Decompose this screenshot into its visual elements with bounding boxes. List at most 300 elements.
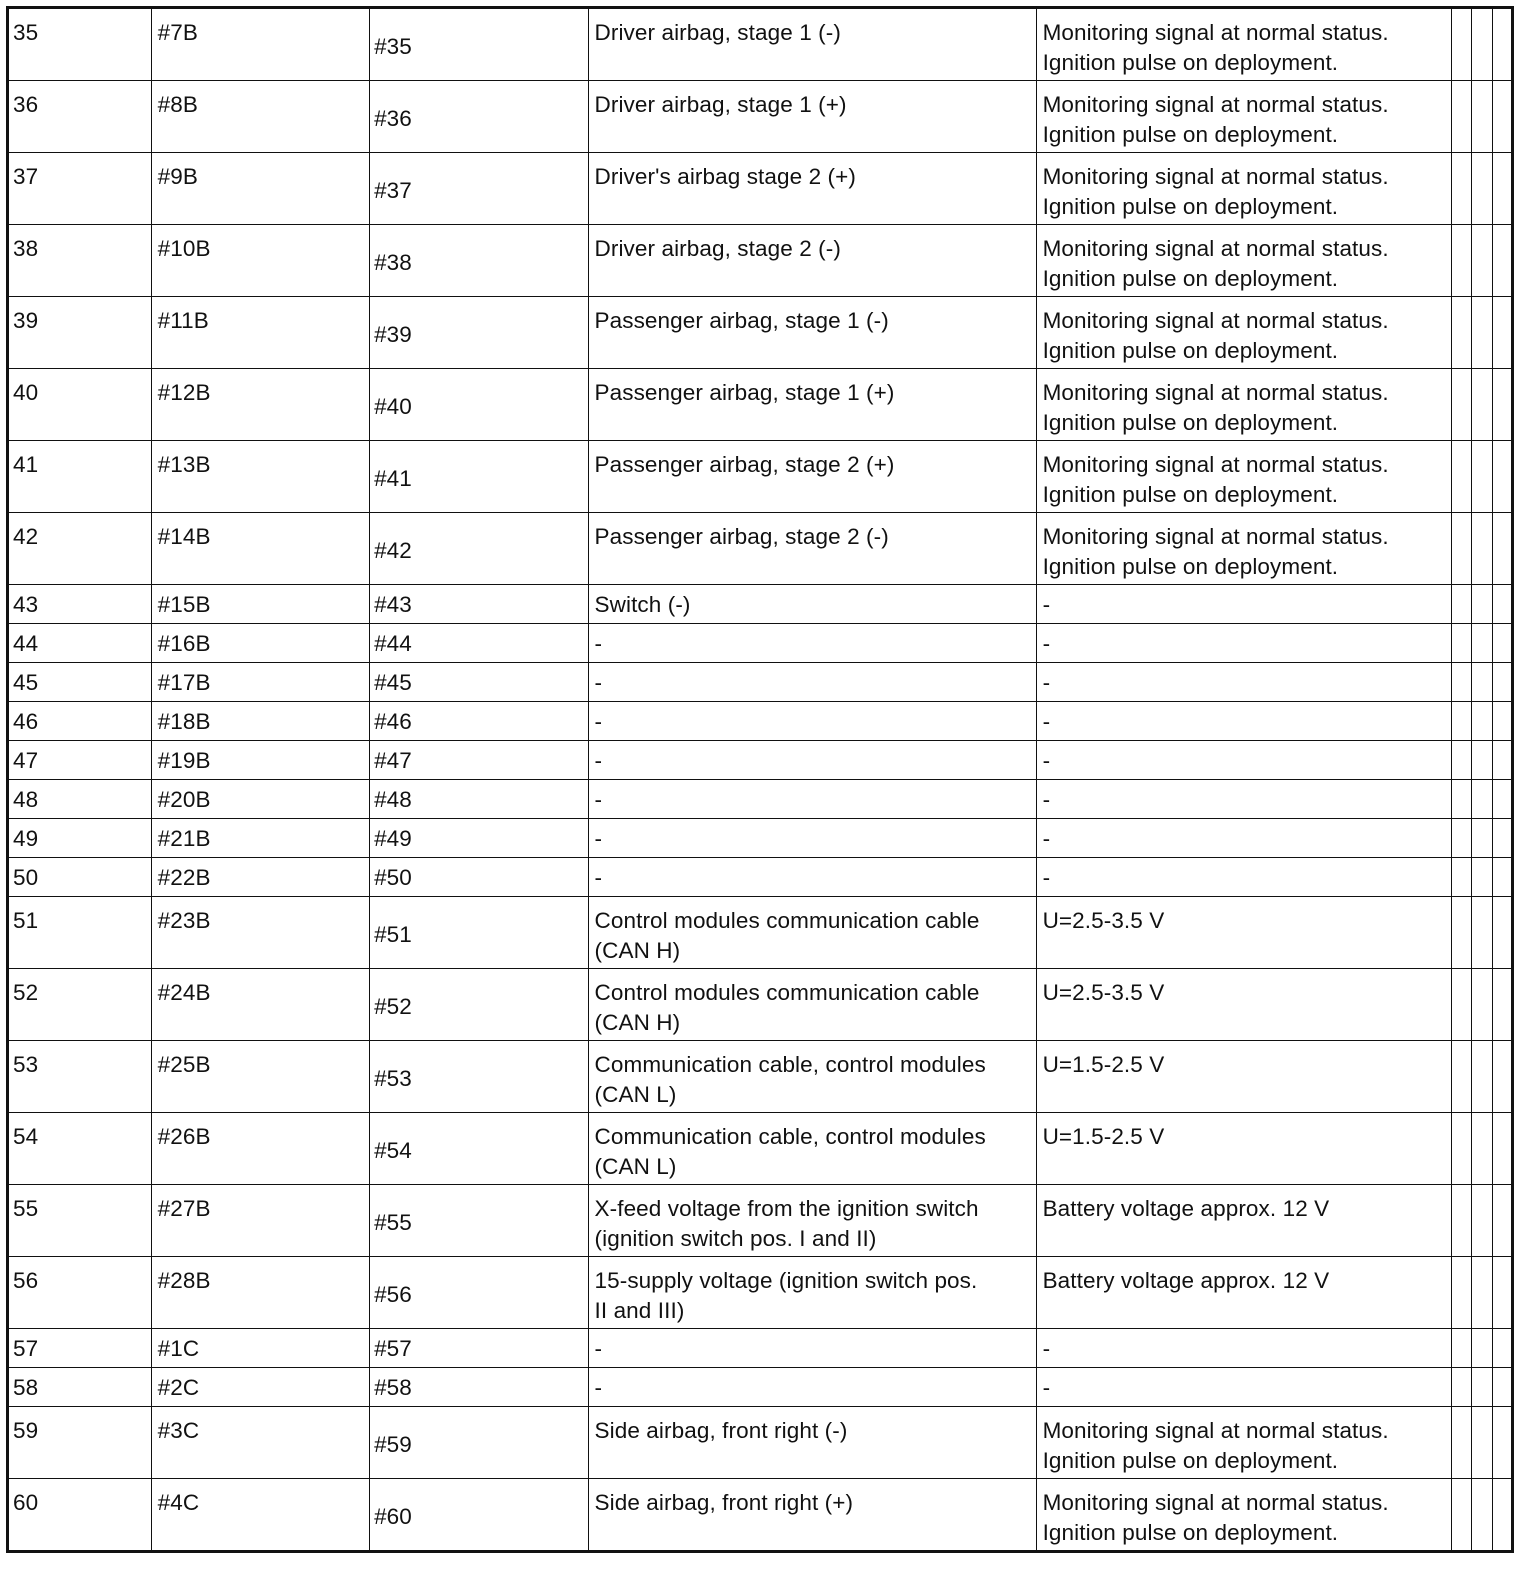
table-row xyxy=(8,513,1513,585)
function-text-line: - xyxy=(594,787,603,812)
connector-pin-cell xyxy=(151,780,369,819)
function-text-line: Passenger airbag, stage 1 (-) xyxy=(594,308,889,333)
table-row xyxy=(8,1041,1513,1113)
value-text-line: Monitoring signal at normal status. xyxy=(1042,92,1389,117)
connector-pin: #13B xyxy=(157,452,211,477)
reference-pin-cell xyxy=(370,1368,588,1407)
function-text-line: Passenger airbag, stage 2 (-) xyxy=(594,524,889,549)
check-cell xyxy=(1472,585,1492,624)
value-text-line: Battery voltage approx. 12 V xyxy=(1042,1196,1330,1221)
connector-pin: #12B xyxy=(157,380,211,405)
table-row xyxy=(8,1407,1513,1479)
function-text-line: - xyxy=(594,1375,603,1400)
function-cell xyxy=(588,81,1036,153)
value-text-line: Ignition pulse on deployment. xyxy=(1042,1520,1339,1545)
value-text-line: Monitoring signal at normal status. xyxy=(1042,1490,1389,1515)
function-text-line: Side airbag, front right (+) xyxy=(594,1490,854,1515)
function-cell xyxy=(588,1329,1036,1368)
pin-number-cell xyxy=(8,624,152,663)
function-cell xyxy=(588,624,1036,663)
check-cell xyxy=(1492,1185,1512,1257)
check-cell xyxy=(1472,1257,1492,1329)
function-text-line: - xyxy=(594,826,603,851)
connector-pin-cell xyxy=(151,1407,369,1479)
connector-pin-cell xyxy=(151,369,369,441)
value-cell xyxy=(1036,225,1452,297)
value-cell xyxy=(1036,1368,1452,1407)
function-cell xyxy=(588,369,1036,441)
pin-number: 50 xyxy=(13,865,39,890)
table-row xyxy=(8,897,1513,969)
pin-number-cell xyxy=(8,741,152,780)
reference-pin-cell xyxy=(370,153,588,225)
check-cell xyxy=(1492,858,1512,897)
pin-number-cell xyxy=(8,1479,152,1552)
connector-pin-cell xyxy=(151,702,369,741)
function-cell xyxy=(588,969,1036,1041)
function-cell xyxy=(588,1407,1036,1479)
check-cell xyxy=(1452,741,1472,780)
function-text-line: (CAN H) xyxy=(594,938,681,963)
value-cell xyxy=(1036,780,1452,819)
pin-number: 38 xyxy=(13,236,39,261)
check-cell xyxy=(1492,153,1512,225)
reference-pin-cell xyxy=(370,897,588,969)
function-cell xyxy=(588,513,1036,585)
function-cell xyxy=(588,702,1036,741)
pin-number: 54 xyxy=(13,1124,39,1149)
check-cell xyxy=(1492,8,1512,81)
function-cell xyxy=(588,663,1036,702)
reference-pin-cell xyxy=(370,81,588,153)
connector-pin: #9B xyxy=(157,164,198,189)
connector-pin-cell xyxy=(151,225,369,297)
function-cell xyxy=(588,1113,1036,1185)
pinout-document xyxy=(6,6,1514,1553)
check-cell xyxy=(1452,369,1472,441)
check-cell xyxy=(1452,513,1472,585)
connector-pin-cell xyxy=(151,1329,369,1368)
pin-number: 46 xyxy=(13,709,39,734)
check-cell xyxy=(1452,1368,1472,1407)
reference-pin-cell xyxy=(370,819,588,858)
check-cell xyxy=(1492,897,1512,969)
check-cell xyxy=(1472,1479,1492,1552)
check-cell xyxy=(1472,702,1492,741)
check-cell xyxy=(1452,897,1472,969)
pin-number: 37 xyxy=(13,164,39,189)
reference-pin: #55 xyxy=(374,1209,412,1235)
check-cell xyxy=(1492,1368,1512,1407)
check-cell xyxy=(1492,513,1512,585)
check-cell xyxy=(1452,297,1472,369)
connector-pin: #2C xyxy=(157,1375,200,1400)
connector-pin-cell xyxy=(151,81,369,153)
connector-pin: #3C xyxy=(157,1418,200,1443)
pin-number-cell xyxy=(8,1407,152,1479)
pin-number: 44 xyxy=(13,631,39,656)
check-cell xyxy=(1452,1329,1472,1368)
function-text-line: Driver airbag, stage 2 (-) xyxy=(594,236,841,261)
table-row xyxy=(8,585,1513,624)
connector-pin: #22B xyxy=(157,865,211,890)
check-cell xyxy=(1472,780,1492,819)
connector-pin: #27B xyxy=(157,1196,211,1221)
check-cell xyxy=(1452,1479,1472,1552)
check-cell xyxy=(1472,624,1492,663)
check-cell xyxy=(1492,1113,1512,1185)
reference-pin-cell xyxy=(370,624,588,663)
function-text-line: Passenger airbag, stage 2 (+) xyxy=(594,452,895,477)
check-cell xyxy=(1472,8,1492,81)
check-cell xyxy=(1472,369,1492,441)
check-cell xyxy=(1452,441,1472,513)
function-text-line: Driver airbag, stage 1 (+) xyxy=(594,92,847,117)
pin-number: 40 xyxy=(13,380,39,405)
table-row xyxy=(8,663,1513,702)
connector-pin: #11B xyxy=(157,308,209,333)
check-cell xyxy=(1452,1113,1472,1185)
check-cell xyxy=(1472,1041,1492,1113)
reference-pin: #59 xyxy=(374,1431,412,1457)
connector-pin-cell xyxy=(151,1113,369,1185)
pin-number-cell xyxy=(8,702,152,741)
reference-pin: #46 xyxy=(374,709,412,734)
check-cell xyxy=(1472,1407,1492,1479)
connector-pin: #15B xyxy=(157,592,211,617)
connector-pin-cell xyxy=(151,8,369,81)
pin-number-cell xyxy=(8,663,152,702)
reference-pin-cell xyxy=(370,969,588,1041)
function-cell xyxy=(588,1185,1036,1257)
check-cell xyxy=(1472,1368,1492,1407)
connector-pin-cell xyxy=(151,1185,369,1257)
check-cell xyxy=(1452,819,1472,858)
reference-pin: #42 xyxy=(374,537,412,563)
check-cell xyxy=(1472,81,1492,153)
check-cell xyxy=(1492,585,1512,624)
table-row xyxy=(8,624,1513,663)
pin-number: 51 xyxy=(13,908,39,933)
reference-pin-cell xyxy=(370,1257,588,1329)
pin-number-cell xyxy=(8,969,152,1041)
pin-number: 58 xyxy=(13,1375,39,1400)
value-cell xyxy=(1036,297,1452,369)
reference-pin: #58 xyxy=(374,1375,412,1400)
reference-pin: #39 xyxy=(374,321,412,347)
check-cell xyxy=(1472,153,1492,225)
pin-number-cell xyxy=(8,780,152,819)
reference-pin-cell xyxy=(370,369,588,441)
connector-pin-cell xyxy=(151,513,369,585)
table-row xyxy=(8,297,1513,369)
function-cell xyxy=(588,741,1036,780)
pin-number: 42 xyxy=(13,524,39,549)
function-cell xyxy=(588,1479,1036,1552)
value-cell xyxy=(1036,8,1452,81)
function-text-line: (CAN L) xyxy=(594,1154,677,1179)
check-cell xyxy=(1472,741,1492,780)
table-body xyxy=(8,8,1513,1552)
value-cell xyxy=(1036,513,1452,585)
reference-pin-cell xyxy=(370,8,588,81)
reference-pin-cell xyxy=(370,858,588,897)
value-text-line: Battery voltage approx. 12 V xyxy=(1042,1268,1330,1293)
check-cell xyxy=(1492,1479,1512,1552)
table-row xyxy=(8,741,1513,780)
value-cell xyxy=(1036,369,1452,441)
value-text-line: Ignition pulse on deployment. xyxy=(1042,338,1339,363)
pin-number: 56 xyxy=(13,1268,39,1293)
value-cell xyxy=(1036,1185,1452,1257)
pin-number: 52 xyxy=(13,980,39,1005)
reference-pin-cell xyxy=(370,1041,588,1113)
pin-number-cell xyxy=(8,1368,152,1407)
reference-pin: #47 xyxy=(374,748,412,773)
value-cell xyxy=(1036,624,1452,663)
table-row xyxy=(8,8,1513,81)
check-cell xyxy=(1472,819,1492,858)
pin-number-cell xyxy=(8,81,152,153)
connector-pin: #19B xyxy=(157,748,211,773)
value-text-line: Ignition pulse on deployment. xyxy=(1042,554,1339,579)
connector-pin-cell xyxy=(151,819,369,858)
reference-pin: #52 xyxy=(374,993,412,1019)
reference-pin-cell xyxy=(370,297,588,369)
connector-pin-cell xyxy=(151,663,369,702)
check-cell xyxy=(1472,441,1492,513)
value-cell xyxy=(1036,1113,1452,1185)
function-text-line: (ignition switch pos. I and II) xyxy=(594,1226,877,1251)
pin-number: 49 xyxy=(13,826,39,851)
value-text-line: Monitoring signal at normal status. xyxy=(1042,524,1389,549)
reference-pin: #50 xyxy=(374,865,412,890)
connector-pin: #7B xyxy=(157,20,198,45)
value-text-line: Ignition pulse on deployment. xyxy=(1042,1448,1339,1473)
value-text-line: Ignition pulse on deployment. xyxy=(1042,122,1339,147)
pin-number-cell xyxy=(8,585,152,624)
connector-pin: #10B xyxy=(157,236,211,261)
pin-number: 43 xyxy=(13,592,39,617)
pin-number-cell xyxy=(8,897,152,969)
pin-number-cell xyxy=(8,513,152,585)
table-row xyxy=(8,1185,1513,1257)
connector-pin-cell xyxy=(151,624,369,663)
function-cell xyxy=(588,585,1036,624)
check-cell xyxy=(1472,1185,1492,1257)
pin-number-cell xyxy=(8,297,152,369)
value-text-line: Monitoring signal at normal status. xyxy=(1042,380,1389,405)
function-text-line: Side airbag, front right (-) xyxy=(594,1418,848,1443)
connector-pin-cell xyxy=(151,585,369,624)
check-cell xyxy=(1452,663,1472,702)
check-cell xyxy=(1472,1113,1492,1185)
reference-pin-cell xyxy=(370,663,588,702)
reference-pin-cell xyxy=(370,1329,588,1368)
check-cell xyxy=(1492,1041,1512,1113)
connector-pin: #21B xyxy=(157,826,211,851)
function-text-line: Communication cable, control modules xyxy=(594,1124,986,1149)
check-cell xyxy=(1492,969,1512,1041)
value-text-line: - xyxy=(1042,631,1051,656)
check-cell xyxy=(1492,780,1512,819)
reference-pin-cell xyxy=(370,741,588,780)
reference-pin: #53 xyxy=(374,1065,412,1091)
check-cell xyxy=(1492,225,1512,297)
reference-pin: #48 xyxy=(374,787,412,812)
connector-pin: #4C xyxy=(157,1490,200,1515)
check-cell xyxy=(1452,624,1472,663)
value-cell xyxy=(1036,741,1452,780)
reference-pin-cell xyxy=(370,441,588,513)
pin-number-cell xyxy=(8,8,152,81)
table-row xyxy=(8,1257,1513,1329)
table-row xyxy=(8,153,1513,225)
function-cell xyxy=(588,1368,1036,1407)
pinout-table xyxy=(6,6,1514,1553)
table-row xyxy=(8,702,1513,741)
pin-number: 48 xyxy=(13,787,39,812)
value-text-line: - xyxy=(1042,1336,1051,1361)
table-row xyxy=(8,858,1513,897)
table-row xyxy=(8,819,1513,858)
value-cell xyxy=(1036,897,1452,969)
check-cell xyxy=(1492,663,1512,702)
table-row xyxy=(8,969,1513,1041)
check-cell xyxy=(1452,702,1472,741)
connector-pin: #1C xyxy=(157,1336,200,1361)
pin-number: 41 xyxy=(13,452,39,477)
function-text-line: - xyxy=(594,670,603,695)
pin-number: 36 xyxy=(13,92,39,117)
function-text-line: - xyxy=(594,1336,603,1361)
connector-pin-cell xyxy=(151,441,369,513)
function-cell xyxy=(588,225,1036,297)
pin-number: 47 xyxy=(13,748,39,773)
check-cell xyxy=(1452,225,1472,297)
reference-pin: #37 xyxy=(374,177,412,203)
value-cell xyxy=(1036,819,1452,858)
check-cell xyxy=(1492,624,1512,663)
function-text-line: Driver's airbag stage 2 (+) xyxy=(594,164,856,189)
check-cell xyxy=(1472,969,1492,1041)
pin-number: 45 xyxy=(13,670,39,695)
check-cell xyxy=(1472,225,1492,297)
check-cell xyxy=(1452,780,1472,819)
check-cell xyxy=(1452,1185,1472,1257)
reference-pin: #57 xyxy=(374,1336,412,1361)
value-cell xyxy=(1036,81,1452,153)
pin-number: 53 xyxy=(13,1052,39,1077)
value-text-line: Monitoring signal at normal status. xyxy=(1042,308,1389,333)
check-cell xyxy=(1472,1329,1492,1368)
pin-number: 59 xyxy=(13,1418,39,1443)
function-text-line: - xyxy=(594,748,603,773)
reference-pin: #36 xyxy=(374,105,412,131)
reference-pin-cell xyxy=(370,513,588,585)
table-row xyxy=(8,1368,1513,1407)
value-cell xyxy=(1036,585,1452,624)
pin-number-cell xyxy=(8,858,152,897)
reference-pin: #54 xyxy=(374,1137,412,1163)
value-cell xyxy=(1036,441,1452,513)
connector-pin-cell xyxy=(151,297,369,369)
value-text-line: U=1.5-2.5 V xyxy=(1042,1052,1165,1077)
function-text-line: Driver airbag, stage 1 (-) xyxy=(594,20,841,45)
check-cell xyxy=(1492,81,1512,153)
value-cell xyxy=(1036,1257,1452,1329)
pin-number: 60 xyxy=(13,1490,39,1515)
value-text-line: Monitoring signal at normal status. xyxy=(1042,1418,1389,1443)
connector-pin: #23B xyxy=(157,908,211,933)
pin-number: 55 xyxy=(13,1196,39,1221)
value-cell xyxy=(1036,702,1452,741)
function-text-line: - xyxy=(594,709,603,734)
function-cell xyxy=(588,441,1036,513)
connector-pin: #14B xyxy=(157,524,211,549)
reference-pin: #44 xyxy=(374,631,412,656)
connector-pin: #26B xyxy=(157,1124,211,1149)
pin-number-cell xyxy=(8,819,152,858)
function-cell xyxy=(588,819,1036,858)
value-text-line: - xyxy=(1042,592,1051,617)
pin-number-cell xyxy=(8,225,152,297)
pin-number-cell xyxy=(8,1329,152,1368)
check-cell xyxy=(1472,513,1492,585)
check-cell xyxy=(1452,1041,1472,1113)
check-cell xyxy=(1492,741,1512,780)
function-text-line: Control modules communication cable xyxy=(594,980,980,1005)
check-cell xyxy=(1492,369,1512,441)
value-cell xyxy=(1036,1407,1452,1479)
check-cell xyxy=(1452,858,1472,897)
pin-number: 39 xyxy=(13,308,39,333)
check-cell xyxy=(1452,81,1472,153)
connector-pin-cell xyxy=(151,969,369,1041)
value-cell xyxy=(1036,153,1452,225)
reference-pin-cell xyxy=(370,585,588,624)
function-cell xyxy=(588,8,1036,81)
value-text-line: U=2.5-3.5 V xyxy=(1042,908,1165,933)
connector-pin-cell xyxy=(151,1479,369,1552)
check-cell xyxy=(1472,297,1492,369)
check-cell xyxy=(1452,585,1472,624)
connector-pin: #20B xyxy=(157,787,211,812)
function-text-line: Switch (-) xyxy=(594,592,691,617)
value-text-line: - xyxy=(1042,787,1051,812)
connector-pin-cell xyxy=(151,1041,369,1113)
value-text-line: - xyxy=(1042,1375,1051,1400)
connector-pin: #25B xyxy=(157,1052,211,1077)
pin-number: 35 xyxy=(13,20,39,45)
value-text-line: Ignition pulse on deployment. xyxy=(1042,266,1339,291)
table-row xyxy=(8,369,1513,441)
connector-pin-cell xyxy=(151,1368,369,1407)
function-cell xyxy=(588,297,1036,369)
value-cell xyxy=(1036,1041,1452,1113)
check-cell xyxy=(1452,153,1472,225)
value-text-line: - xyxy=(1042,865,1051,890)
reference-pin: #45 xyxy=(374,670,412,695)
check-cell xyxy=(1452,969,1472,1041)
connector-pin: #24B xyxy=(157,980,211,1005)
pin-number-cell xyxy=(8,1185,152,1257)
connector-pin-cell xyxy=(151,1257,369,1329)
connector-pin-cell xyxy=(151,897,369,969)
value-text-line: Monitoring signal at normal status. xyxy=(1042,236,1389,261)
reference-pin: #38 xyxy=(374,249,412,275)
check-cell xyxy=(1452,1407,1472,1479)
